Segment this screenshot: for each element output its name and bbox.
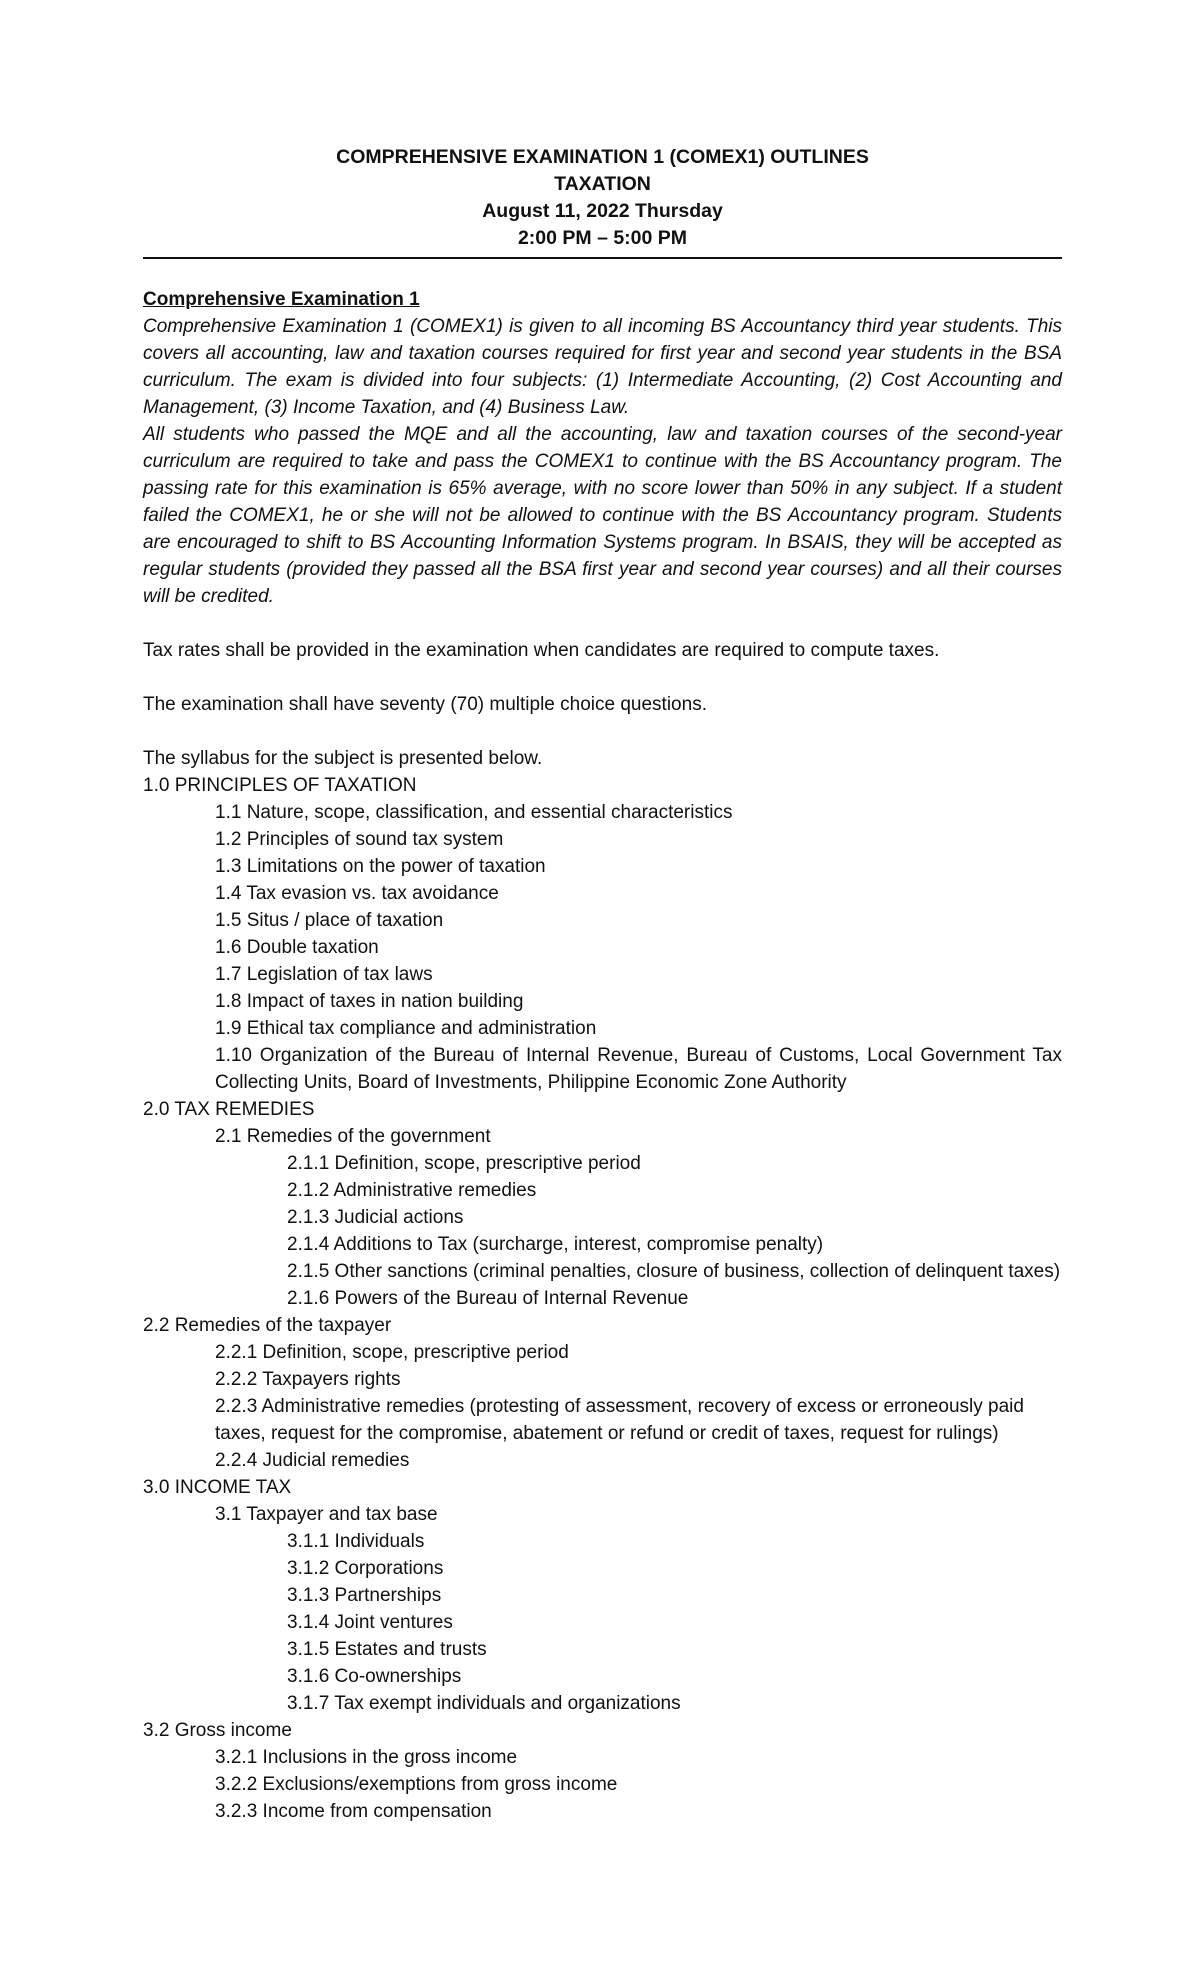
outline-item: 2.2.2 Taxpayers rights (215, 1369, 401, 1390)
outline-item: taxes, request for the compromise, abatement or refund or credit of taxes, request for rulings) (215, 1423, 999, 1444)
syllabus-intro: The syllabus for the subject is presented below. (143, 748, 543, 769)
outline-item: 2.1.3 Judicial actions (287, 1207, 464, 1228)
document-page (143, 144, 1062, 1825)
outline-item: 2.1.1 Definition, scope, prescriptive period (287, 1153, 641, 1174)
outline-item: 3.1.1 Individuals (287, 1531, 425, 1552)
outline-item: 1.1 Nature, scope, classification, and essential characteristics (215, 802, 733, 823)
outline-item: 3.1 Taxpayer and tax base (215, 1504, 438, 1525)
outline-item: 2.2.3 Administrative remedies (protesting of assessment, recovery of excess or erroneously paid (215, 1396, 1024, 1417)
outline-item: 3.1.7 Tax exempt individuals and organizations (287, 1693, 681, 1714)
outline-item: 2.1 Remedies of the government (215, 1126, 491, 1147)
outline-item: 1.3 Limitations on the power of taxation (215, 856, 546, 877)
outline-item: 1.5 Situs / place of taxation (215, 910, 444, 931)
outline-item: 1.0 PRINCIPLES OF TAXATION (143, 775, 417, 796)
outline-item: 1.8 Impact of taxes in nation building (215, 991, 524, 1012)
outline-item: 2.1.6 Powers of the Bureau of Internal Revenue (287, 1288, 689, 1309)
outline-item: 2.2.4 Judicial remedies (215, 1450, 410, 1471)
outline-item: 2.2 Remedies of the taxpayer (143, 1315, 392, 1336)
section-title: Comprehensive Examination 1 (143, 289, 420, 310)
header-time: 2:00 PM – 5:00 PM (517, 227, 688, 249)
outline-item: 2.1.2 Administrative remedies (287, 1180, 537, 1201)
outline-item: 1.7 Legislation of tax laws (215, 964, 433, 985)
syllabus-outline (143, 772, 1062, 1825)
outline-item: 3.1.6 Co-ownerships (287, 1666, 462, 1687)
outline-item: 2.1.4 Additions to Tax (surcharge, interest, compromise penalty) (287, 1234, 824, 1255)
outline-item: 3.1.5 Estates and trusts (287, 1639, 487, 1660)
outline-item: 1.2 Principles of sound tax system (215, 829, 504, 850)
outline-item: 2.2.1 Definition, scope, prescriptive period (215, 1342, 569, 1363)
tax-rates-note: Tax rates shall be provided in the examination when candidates are required to compute taxes. (143, 640, 940, 661)
outline-item: 1.4 Tax evasion vs. tax avoidance (215, 883, 499, 904)
outline-item: 3.2.1 Inclusions in the gross income (215, 1747, 518, 1768)
questions-note: The examination shall have seventy (70) multiple choice questions. (143, 694, 707, 715)
outline-item: 3.1.2 Corporations (287, 1558, 444, 1579)
header-date: August 11, 2022 Thursday (482, 200, 723, 222)
outline-item: 2.1.5 Other sanctions (criminal penalties, closure of business, collection of delinquent taxes) (287, 1261, 1061, 1282)
outline-item: 3.0 INCOME TAX (143, 1477, 292, 1498)
document-header (143, 144, 1062, 252)
intro-paragraph-1: Comprehensive Examination 1 (COMEX1) is given to all incoming BS Accountancy third year students. This covers all accounting, law and taxation courses required for first year and second year students in the BSA curriculum. The exam is divided into four subjects: (1) Intermediate Accounting, (2) Cost Accounting and Management, (3) Income Taxation, and (4) Business Law. (143, 316, 1062, 418)
header-divider (143, 257, 1062, 259)
outline-item: 1.9 Ethical tax compliance and administration (215, 1018, 597, 1039)
outline-item: 1.10 Organization of the Bureau of Internal Revenue, Bureau of Customs, Local Government Tax Collecting Units, Board of Investments, Philippine Economic Zone Authority (215, 1045, 1062, 1093)
outline-item: 3.1.4 Joint ventures (287, 1612, 453, 1633)
intro-paragraph-2: All students who passed the MQE and all the accounting, law and taxation courses of the second-year curriculum are required to take and pass the COMEX1 to continue with the BS Accountancy program. The passing rate for this examination is 65% average, with no score lower than 50% in any subject. If a student failed the COMEX1, he or she will not be allowed to continue with the BS Accountancy program. Students are encouraged to shift to BS Accounting Information Systems program. In BSAIS, they will be accepted as regular students (provided they passed all the BSA first year and second year courses) and all their courses will be credited. (143, 424, 1062, 607)
outline-item: 2.0 TAX REMEDIES (143, 1099, 315, 1120)
outline-item: 1.6 Double taxation (215, 937, 379, 958)
outline-item: 3.2.3 Income from compensation (215, 1801, 492, 1822)
header-subject: TAXATION (554, 173, 651, 195)
outline-item: 3.1.3 Partnerships (287, 1585, 442, 1606)
outline-item: 3.2.2 Exclusions/exemptions from gross income (215, 1774, 618, 1795)
header-title: COMPREHENSIVE EXAMINATION 1 (COMEX1) OUTLINES (336, 146, 869, 168)
outline-item: 3.2 Gross income (143, 1720, 292, 1741)
